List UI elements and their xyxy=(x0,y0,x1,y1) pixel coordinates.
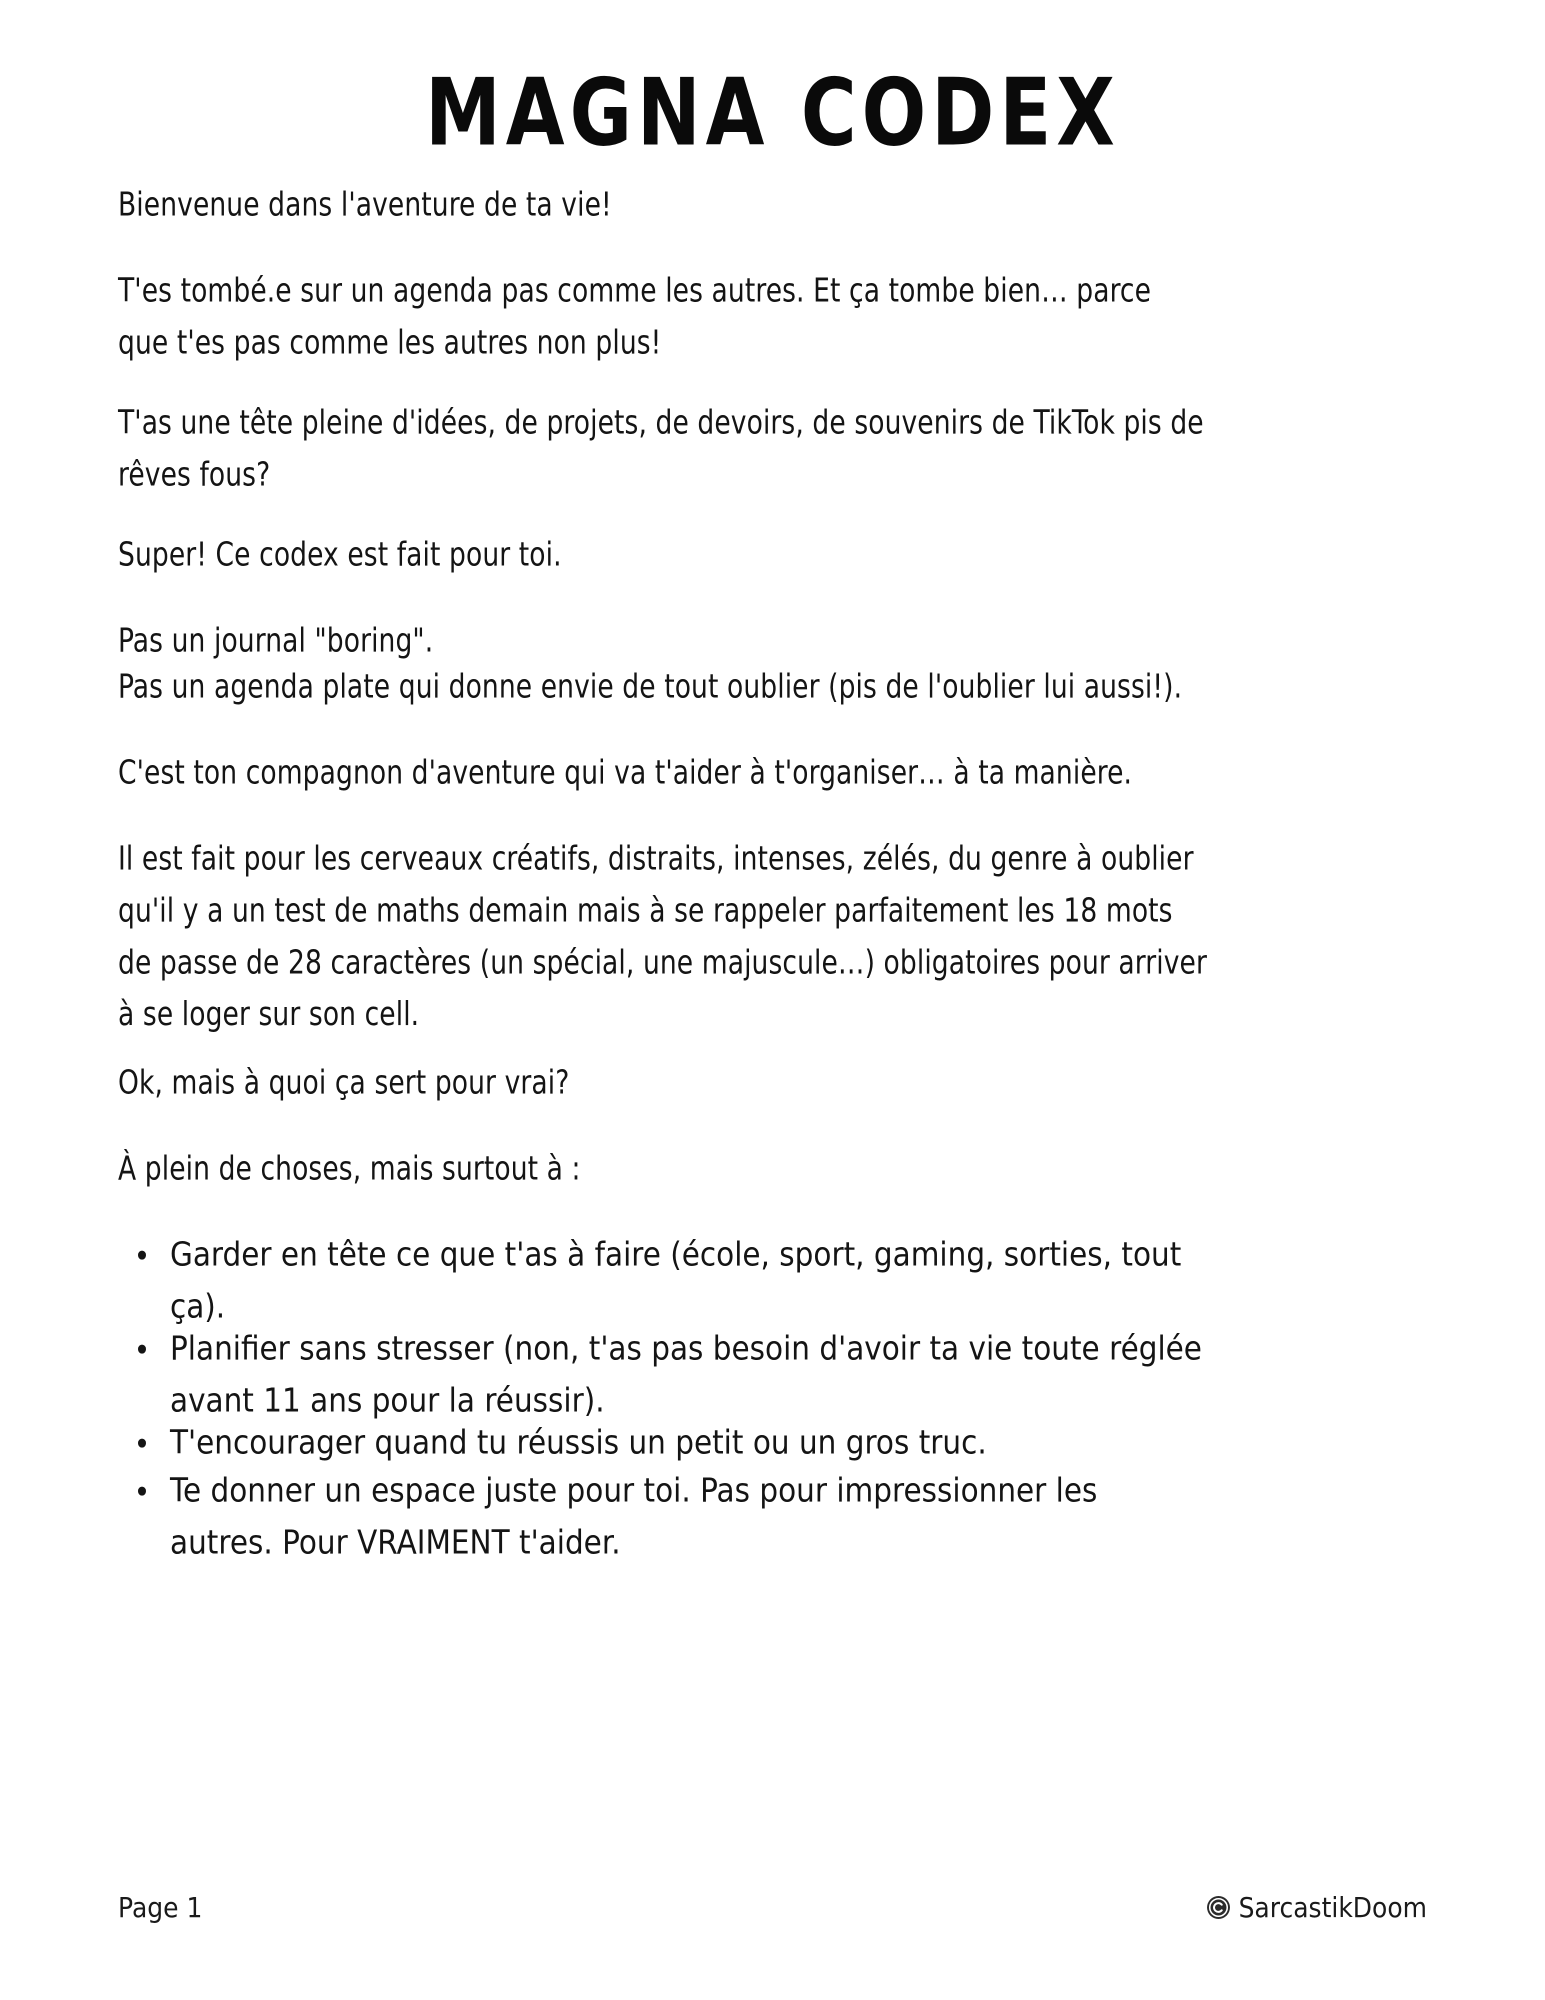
copyright-icon xyxy=(1206,1895,1231,1920)
credit-block xyxy=(1206,1893,1427,1922)
list-item-label: Te donner un espace juste pour toi. Pas pour impressionner les autres. Pour VRAIMENT t'aider. xyxy=(170,1470,1098,1562)
bullet-icon xyxy=(138,1251,146,1260)
list-item xyxy=(118,1464,1208,1568)
list-item xyxy=(118,1322,1208,1426)
list-item xyxy=(118,1416,1208,1468)
paragraph-head-full-of-ideas: T'as une tête pleine d'idées, de projets, de devoirs, de souvenirs de TikTok pis de rêves fous? xyxy=(118,402,1204,494)
bullet-icon xyxy=(138,1439,146,1448)
list-item-label: T'encourager quand tu réussis un petit ou un gros truc. xyxy=(170,1422,987,1462)
credit-name: SarcastikDoom xyxy=(1238,1891,1427,1924)
list-item-label: Garder en tête ce que t'as à faire (école, sport, gaming, sorties, tout ça). xyxy=(170,1234,1182,1326)
list-item xyxy=(118,1228,1208,1332)
paragraph-super: Super! Ce codex est fait pour toi. xyxy=(118,534,562,574)
page-footer xyxy=(118,1893,1427,1922)
page-title: MAGNA CODEX xyxy=(425,58,1120,167)
paragraph-what-is-it-for: Ok, mais à quoi ça sert pour vrai? xyxy=(118,1062,570,1102)
paragraph-lots-of-things: À plein de choses, mais surtout à : xyxy=(118,1148,581,1188)
paragraph-creative-brains: Il est fait pour les cerveaux créatifs, distraits, intenses, zélés, du genre à oublier qu'il y a un test de maths demain mais à se rappeler parfaitement les 18 mots de passe de 28 caractères (un spécial, une majuscule…) obligatoires pour arriver à se loger sur son cell. xyxy=(118,838,1207,1034)
paragraph-adventure-companion: C'est ton compagnon d'aventure qui va t'aider à t'organiser… à ta manière. xyxy=(118,752,1133,792)
paragraph-intro: T'es tombé.e sur un agenda pas comme les autres. Et ça tombe bien… parce que t'es pas comme les autres non plus! xyxy=(118,270,1152,362)
page-number: Page 1 xyxy=(118,1891,203,1924)
paragraph-not-boring-journal: Pas un journal "boring". xyxy=(118,620,434,660)
bullet-icon xyxy=(138,1345,146,1354)
list-item-label: Planifier sans stresser (non, t'as pas besoin d'avoir ta vie toute réglée avant 11 ans pour la réussir). xyxy=(170,1328,1202,1420)
paragraph-welcome: Bienvenue dans l'aventure de ta vie! xyxy=(118,184,612,224)
benefits-list xyxy=(118,1228,1208,1562)
bullet-icon xyxy=(138,1487,146,1496)
document-body xyxy=(118,178,1208,1562)
paragraph-not-flat-agenda: Pas un agenda plate qui donne envie de tout oublier (pis de l'oublier lui aussi!). xyxy=(118,666,1183,706)
